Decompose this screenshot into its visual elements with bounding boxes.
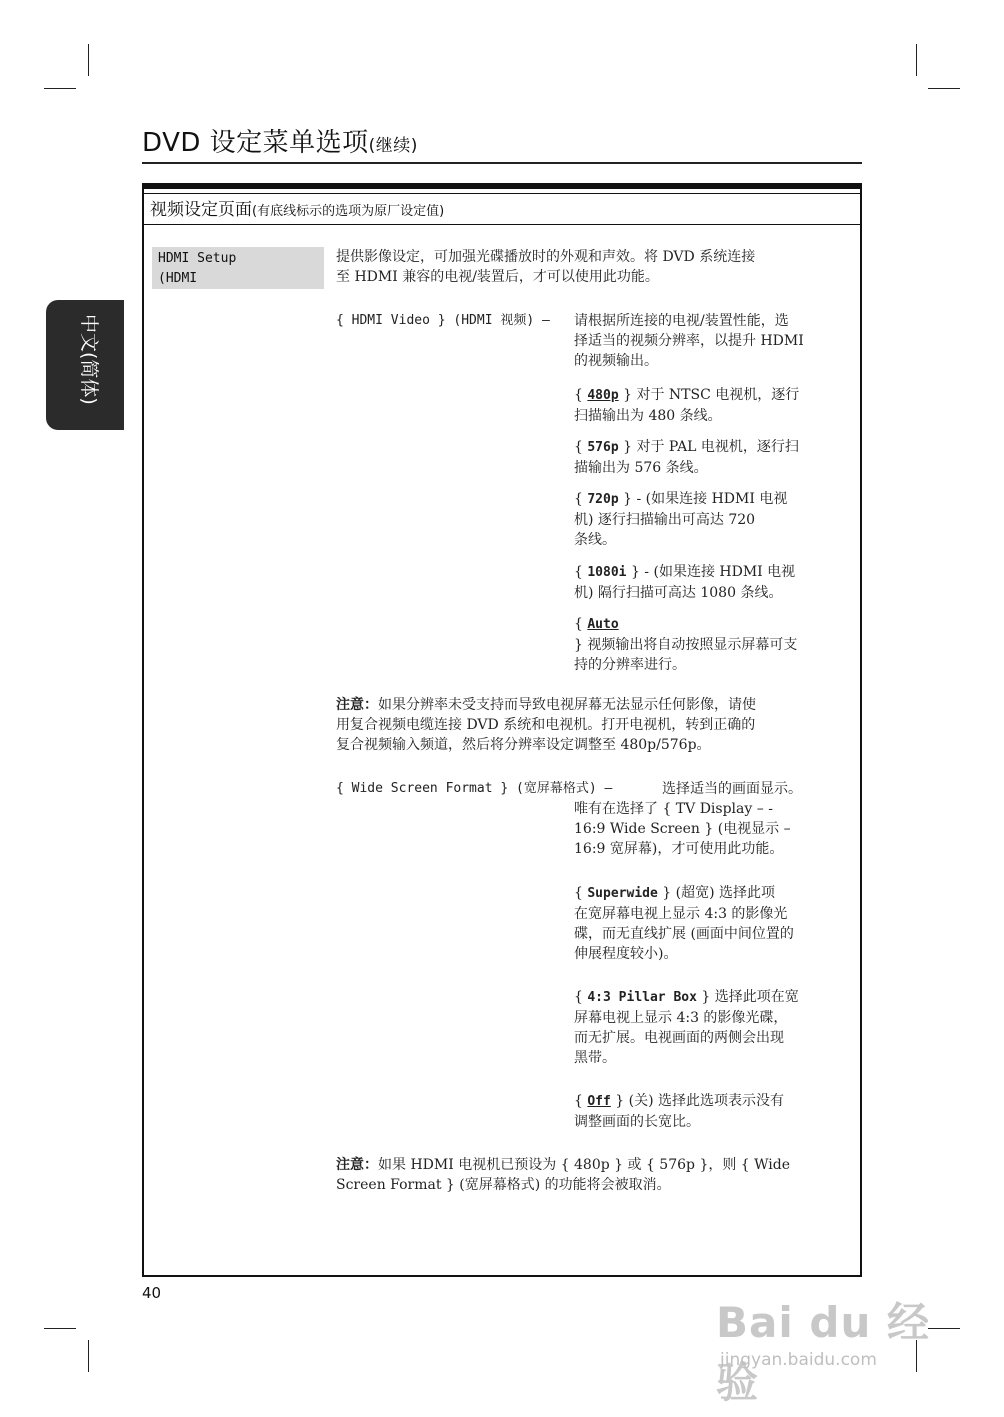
option-pillar-line: 屏幕电视上显示 4:3 的影像光碟， xyxy=(574,1010,788,1026)
wide-screen-key: { Wide Screen Format } (宽屏幕格式) – xyxy=(336,781,613,796)
option-superwide-line: 在宽屏幕电视上显示 4:3 的影像光 xyxy=(574,906,788,922)
note-line: 如果 HDMI 电视机已预设为 { 480p } 或 { 576p }，则 { Wide xyxy=(378,1157,791,1173)
page-title-text: DVD 设定菜单选项 xyxy=(142,128,369,158)
page-number: 40 xyxy=(142,1284,162,1302)
hdmi-label-line: (HDMI xyxy=(158,271,198,286)
option-pillar-box: { 4:3 Pillar Box } 选择此项在宽 屏幕电视上显示 4:3 的影像光碟， 而无扩展。电视画面的两侧会出现 黑带。 xyxy=(574,987,849,1068)
note-line: 如果分辨率未受支持而导致电视屏幕无法显示任何影像，请使 xyxy=(378,697,756,713)
option-576p-key: 576p xyxy=(587,440,619,455)
note-resolution xyxy=(336,695,846,755)
wide-desc-line: 16:9 宽屏幕)，才可使用此功能。 xyxy=(574,841,784,857)
option-720p-line: 条线。 xyxy=(574,532,616,548)
hdmi-video-desc xyxy=(574,311,844,371)
page-title-continued: (继续) xyxy=(368,136,418,156)
option-pillar-text: } 选择此项在宽 xyxy=(701,989,799,1005)
hdmi-intro xyxy=(336,247,846,287)
option-576p-line: 描输出为 576 条线。 xyxy=(574,460,708,476)
note-label: 注意： xyxy=(336,1157,378,1173)
option-1080i: { 1080i } - (如果连接 HDMI 电视 机) 隔行扫描可高达 1080 条线。 xyxy=(574,562,844,603)
option-auto-line: } 视频输出将自动按照显示屏幕可支 xyxy=(574,637,798,653)
watermark-url: jingyan.baidu.com xyxy=(720,1350,877,1370)
option-720p: { 720p } - (如果连接 HDMI 电视 机) 逐行扫描输出可高达 720 条线。 xyxy=(574,489,844,550)
note-line: 用复合视频电缆连接 DVD 系统和电视机。打开电视机，转到正确的 xyxy=(336,717,756,733)
option-off-key: Off xyxy=(587,1094,611,1109)
wide-screen-desc xyxy=(662,779,852,799)
crop-mark xyxy=(928,88,960,89)
option-720p-text: } - (如果连接 HDMI 电视 xyxy=(623,491,788,507)
option-480p: { 480p } 对于 NTSC 电视机，逐行 扫描输出为 480 条线。 xyxy=(574,385,844,426)
crop-mark xyxy=(88,1340,89,1372)
crop-mark xyxy=(916,44,917,76)
wide-screen-desc-more xyxy=(574,799,844,859)
option-576p-text: } 对于 PAL 电视机，逐行扫 xyxy=(623,439,799,455)
note-label: 注意： xyxy=(336,697,378,713)
hdmi-video-key: { HDMI Video } (HDMI 视频) – xyxy=(336,313,550,328)
hdmi-setup-label xyxy=(152,247,324,289)
note-wide-screen xyxy=(336,1155,846,1195)
option-off-line: 调整画面的长宽比。 xyxy=(574,1114,700,1130)
option-480p-key: 480p xyxy=(587,388,619,403)
note-line: Screen Format } (宽屏幕格式) 的功能将会被取消。 xyxy=(336,1177,671,1193)
option-pillar-key: 4:3 Pillar Box xyxy=(587,990,697,1005)
option-superwide: { Superwide } (超宽) 选择此项 在宽屏幕电视上显示 4:3 的影像光 碟，而无直线扩展 (画面中间位置的 伸展程度较小)。 xyxy=(574,883,849,964)
option-720p-line: 机) 逐行扫描输出可高达 720 xyxy=(574,512,756,528)
option-off: { Off } (关) 选择此选项表示没有 调整画面的长宽比。 xyxy=(574,1091,849,1132)
wide-desc-line: 16:9 Wide Screen } (电视显示 – xyxy=(574,821,791,837)
option-576p: { 576p } 对于 PAL 电视机，逐行扫 描输出为 576 条线。 xyxy=(574,437,844,478)
crop-mark xyxy=(44,1328,76,1329)
panel-subtitle: (有底线标示的选项为原厂设定值) xyxy=(252,204,445,219)
panel-top-rule xyxy=(144,185,860,189)
option-480p-line: 扫描输出为 480 条线。 xyxy=(574,408,722,424)
option-1080i-line: 机) 隔行扫描可高达 1080 条线。 xyxy=(574,585,783,601)
hdmi-video-desc-line: 请根据所连接的电视/装置性能，选 xyxy=(574,313,789,329)
option-superwide-text: } (超宽) 选择此项 xyxy=(662,885,775,901)
hdmi-intro-line: 提供影像设定，可加强光碟播放时的外观和声效。将 DVD 系统连接 xyxy=(336,249,756,265)
note-line: 复合视频输入频道，然后将分辨率设定调整至 480p/576p。 xyxy=(336,737,711,753)
hdmi-intro-line: 至 HDMI 兼容的电视/装置后，才可以使用此功能。 xyxy=(336,269,659,285)
option-off-text: } (关) 选择此选项表示没有 xyxy=(615,1093,785,1109)
hdmi-label-line: HDMI Setup xyxy=(158,251,237,266)
hdmi-video-desc-line: 的视频输出。 xyxy=(574,353,658,369)
option-auto-line: 持的分辨率进行。 xyxy=(574,657,686,673)
page-title xyxy=(142,122,418,159)
option-superwide-line: 伸展程度较小)。 xyxy=(574,946,678,962)
wide-desc-line: 唯有在选择了 { TV Display – - xyxy=(574,801,773,817)
crop-mark xyxy=(88,44,89,76)
option-1080i-key: 1080i xyxy=(587,565,627,580)
wide-desc-line: 选择适当的画面显示。 xyxy=(662,781,802,797)
option-720p-key: 720p xyxy=(587,492,619,507)
panel-title: 视频设定页面 xyxy=(150,200,252,220)
option-pillar-line: 黑带。 xyxy=(574,1050,616,1066)
option-pillar-line: 而无扩展。电视画面的两侧会出现 xyxy=(574,1030,784,1046)
panel-header xyxy=(144,193,860,225)
option-auto-key: Auto xyxy=(587,617,619,632)
video-setup-panel xyxy=(142,183,862,1277)
language-side-tab xyxy=(46,300,124,430)
option-1080i-text: } - (如果连接 HDMI 电视 xyxy=(630,564,796,580)
hdmi-video-desc-line: 择适当的视频分辨率，以提升 HDMI xyxy=(574,333,804,349)
option-480p-text: } 对于 NTSC 电视机，逐行 xyxy=(623,387,800,403)
option-superwide-key: Superwide xyxy=(587,886,658,901)
crop-mark xyxy=(44,88,76,89)
watermark-logo: Bai du 经验 xyxy=(716,1298,930,1407)
option-superwide-line: 碟，而无直线扩展 (画面中间位置的 xyxy=(574,926,794,942)
title-rule xyxy=(142,162,862,164)
option-auto: { Auto } 视频输出将自动按照显示屏幕可支 持的分辨率进行。 xyxy=(574,614,844,675)
baidu-watermark xyxy=(716,1290,956,1407)
language-tab-label: 中文(简体) xyxy=(78,314,100,405)
